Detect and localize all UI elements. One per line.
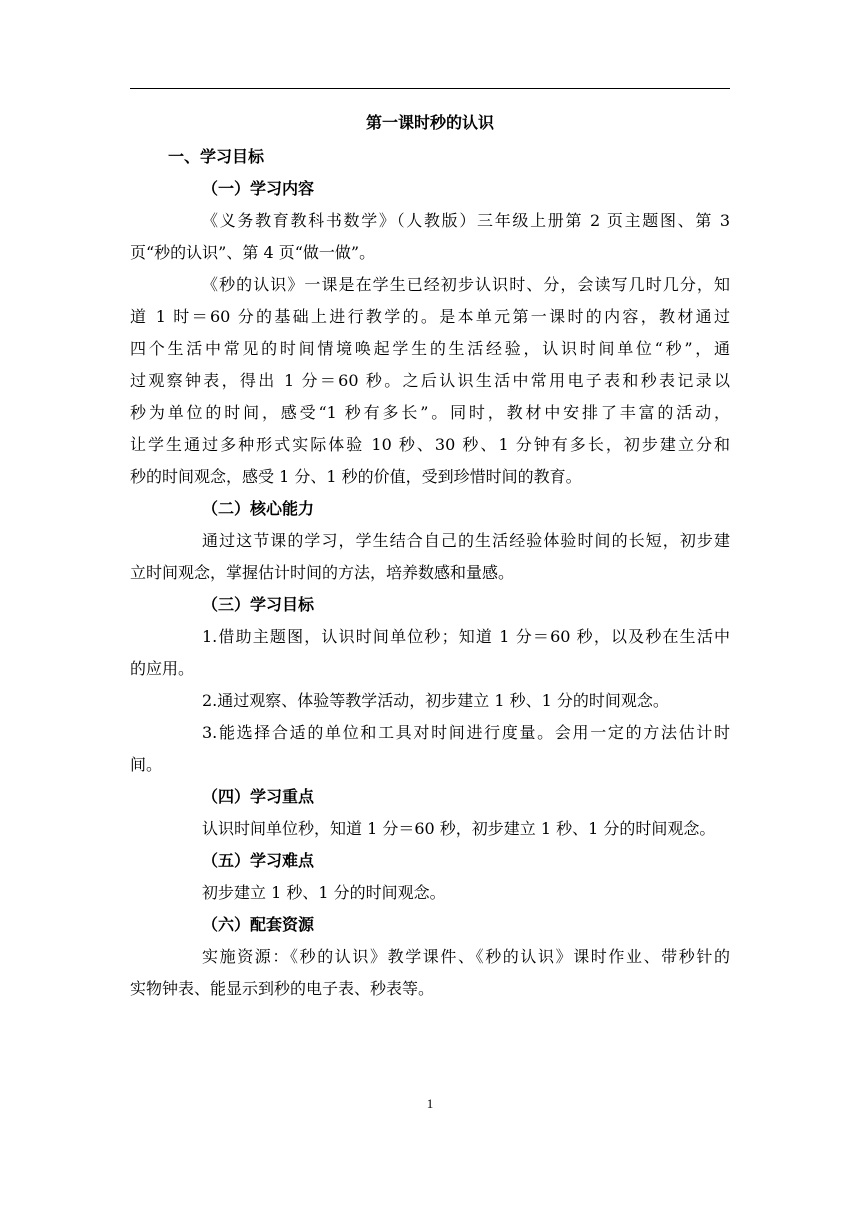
list-item: 3.能选择合适的单位和工具对时间进行度量。会用一定的方法估计时 [202,723,730,742]
paragraph-line: 立时间观念，掌握估计时间的方法，培养数感和量感。 [130,563,515,582]
document-body [130,105,730,1005]
page-title: 第一课时秒的认识 [365,113,494,132]
paragraph-line: 让学生通过多种形式实际体验 10 秒、30 秒、1 分钟有多长，初步建立分和 [130,435,730,454]
subheading-core-ability: （二）核心能力 [202,499,315,518]
list-item-continuation: 间。 [130,755,163,774]
list-item: 2.通过观察、体验等教学活动，初步建立 1 秒、1 分的时间观念。 [202,691,669,710]
paragraph-line: 《义务教育教科书数学》（人教版）三年级上册第 2 页主题图、第 3 [202,211,730,230]
paragraph-line: 实施资源：《秒的认识》教学课件、《秒的认识》课时作业、带秒针的 [202,947,730,966]
paragraph-line: 四个生活中常见的时间情境唤起学生的生活经验，认识时间单位“秒”，通 [130,339,730,358]
list-item: 1.借助主题图，认识时间单位秒；知道 1 分＝60 秒，以及秒在生活中 [202,627,730,646]
section-heading-learning-goals: 一、学习目标 [168,147,265,166]
subheading-learning-content: （一）学习内容 [202,179,315,198]
paragraph-line: 道 1 时＝60 分的基础上进行教学的。是本单元第一课时的内容，教材通过 [130,307,730,326]
paragraph-line: 《秒的认识》一课是在学生已经初步认识时、分，会读写几时几分，知 [202,275,730,294]
paragraph-line: 认识时间单位秒，知道 1 分＝60 秒，初步建立 1 秒、1 分的时间观念。 [202,819,716,838]
page-number: 1 [426,1096,434,1111]
subheading-key-points: （四）学习重点 [202,787,315,806]
paragraph-line: 通过这节课的学习，学生结合自己的生活经验体验时间的长短，初步建 [202,531,730,550]
paragraph-line: 页“秒的认识”、第 4 页“做一做”。 [130,243,376,262]
paragraph-line: 秒为单位的时间，感受“1 秒有多长”。同时，教材中安排了丰富的活动， [130,403,730,422]
header-rule [130,88,730,89]
subheading-difficulties: （五）学习难点 [202,851,315,870]
paragraph-line: 实物钟表、能显示到秒的电子表、秒表等。 [130,979,435,998]
list-item-continuation: 的应用。 [130,659,195,678]
subheading-resources: （六）配套资源 [202,915,315,934]
paragraph-line: 初步建立 1 秒、1 分的时间观念。 [202,883,446,902]
paragraph-line: 秒的时间观念，感受 1 分、1 秒的价值，受到珍惜时间的教育。 [130,467,582,486]
paragraph-line: 过观察钟表，得出 1 分＝60 秒。之后认识生活中常用电子表和秒表记录以 [130,371,730,390]
subheading-learning-objectives: （三）学习目标 [202,595,315,614]
